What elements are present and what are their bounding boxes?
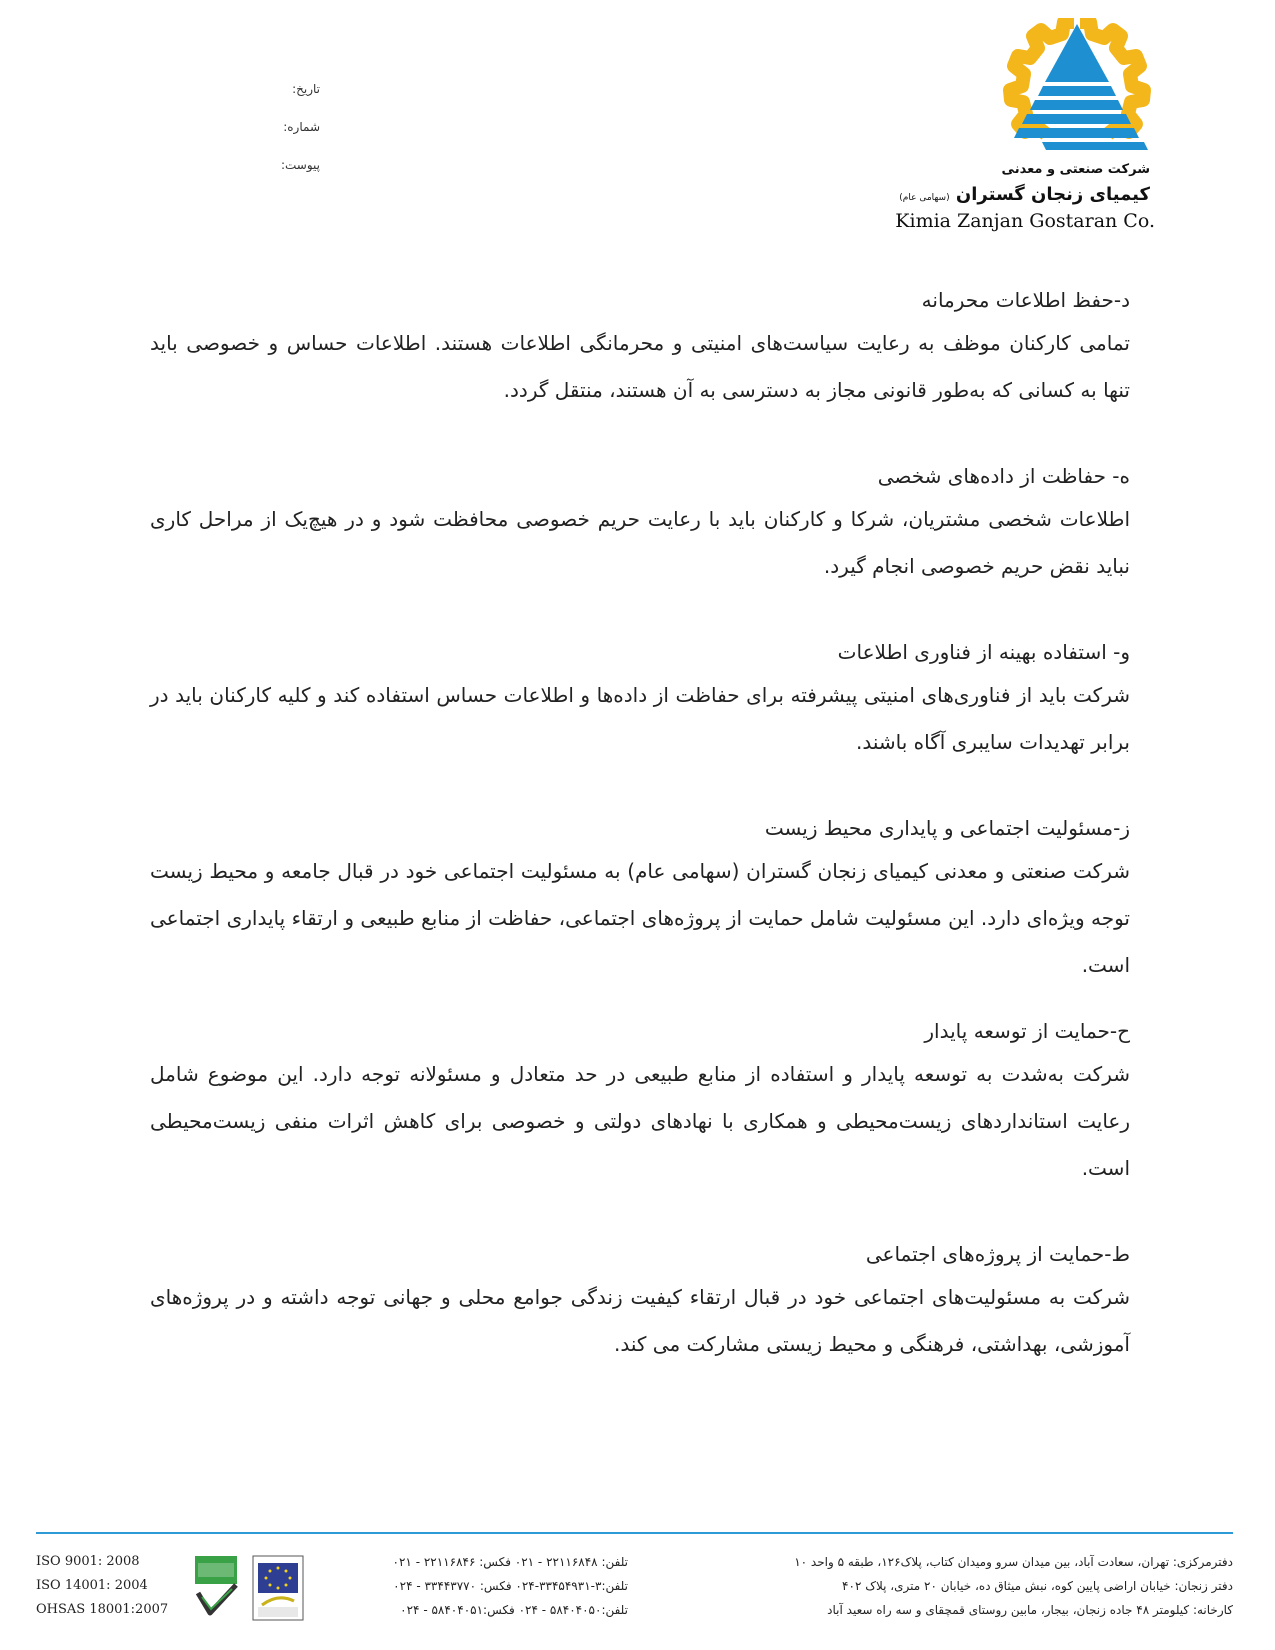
section — [150, 1234, 1130, 1368]
company-subtitle: شرکت صنعتی و معدنی — [1001, 162, 1150, 177]
company-logo — [990, 18, 1170, 168]
section — [150, 632, 1130, 766]
date-label: تاریخ: — [292, 82, 320, 96]
attachment-label: پیوست: — [280, 158, 320, 172]
footer-certificates — [36, 1550, 186, 1622]
section-body: اطلاعات شخصی مشتریان، شرکا و کارکنان باید با رعایت حریم خصوصی محافظت شود و در هیچ‌یک از مراحل کاری نباید نقض حریم خصوصی انجام گیرد. — [150, 507, 1130, 578]
section-body: شرکت به مسئولیت‌های اجتماعی خود در قبال ارتقاء کیفیت زندگی جوامع محلی و جهانی توجه داشته و در پروژه‌های آموزشی، بهداشتی، فرهنگی و محیط زیستی مشارکت می کند. — [150, 1285, 1130, 1356]
footer-phones — [318, 1550, 628, 1622]
cert-ohsas18001: OHSAS 18001:2007 — [36, 1602, 169, 1617]
section — [150, 280, 1130, 414]
section-body: شرکت به‌شدت به توسعه پایدار و استفاده از منابع طبیعی در حد متعادل و مسئولانه توجه دارد. این موضوع شامل رعایت استانداردهای زیست‌محیطی و همکاری با نهادهای دولتی و خصوصی برای کاهش اثرات منفی زیست‌محیطی است. — [150, 1062, 1130, 1180]
section-title: ه- حفاظت از داده‌های شخصی — [877, 464, 1130, 488]
section-body: شرکت صنعتی و معدنی کیمیای زنجان گستران (سهامی عام) به مسئولیت اجتماعی خود در قبال جامعه و محیط زیست توجه ویژه‌ای دارد. این مسئولیت شامل حمایت از پروژه‌های اجتماعی، حفاظت از منابع طبیعی و ارتقاء پایداری اجتماعی است. — [150, 859, 1130, 977]
company-name-en: Kimia Zanjan Gostaran Co. — [895, 210, 1155, 232]
section-body: تمامی کارکنان موظف به رعایت سیاست‌های امنیتی و محرمانگی اطلاعات هستند. اطلاعات حساس و خصوصی باید تنها به کسانی که به‌طور قانونی مجاز به دسترسی به آن هستند، منتقل گردد. — [150, 331, 1130, 402]
section-title: و- استفاده بهینه از فناوری اطلاعات — [837, 640, 1130, 664]
section — [150, 456, 1130, 590]
company-name-fa-text: کیمیای زنجان گستران — [955, 184, 1150, 205]
company-type: (سهامی عام) — [899, 193, 950, 203]
footer-addresses — [613, 1550, 1233, 1622]
number-label: شماره: — [283, 120, 320, 134]
section-title: ح-حمایت از توسعه پایدار — [924, 1019, 1130, 1043]
phone-zanjan-office: تلفن:۳-۳۳۴۵۴۹۳۱-۰۲۴ فکس: ۳۳۴۴۳۷۷۰ - ۰۲۴ — [393, 1579, 628, 1593]
section-title: ط-حمایت از پروژه‌های اجتماعی — [865, 1242, 1130, 1266]
section-body: شرکت باید از فناوری‌های امنیتی پیشرفته برای حفاظت از داده‌ها و اطلاعات حساس استفاده کند و کلیه کارکنان باید در برابر تهدیدات سایبری آگاه باشند. — [150, 683, 1130, 754]
ascb-certification-badge — [252, 1555, 304, 1621]
company-name-fa — [830, 184, 1150, 205]
section-title: ز-مسئولیت اجتماعی و پایداری محیط زیست — [764, 816, 1130, 840]
phone-head-office: تلفن: ۲۲۱۱۶۸۴۸ - ۰۲۱ فکس: ۲۲۱۱۶۸۴۶ - ۰۲۱ — [392, 1555, 628, 1569]
address-factory: کارخانه: کیلومتر ۴۸ جاده زنجان، بیجار، مابین روستای قمچقای و سه راه سعید آباد — [827, 1603, 1233, 1617]
section-title: د-حفظ اطلاعات محرمانه — [921, 288, 1130, 312]
cert-iso9001: ISO 9001: 2008 — [36, 1554, 140, 1569]
document-body — [150, 280, 1130, 1368]
section — [150, 1011, 1130, 1192]
footer-divider — [36, 1532, 1233, 1534]
address-zanjan-office: دفتر زنجان: خیابان اراضی پایین کوه، نبش میثاق ده، خیابان ۲۰ متری، پلاک ۴۰۲ — [842, 1579, 1233, 1593]
address-head-office: دفترمرکزی: تهران، سعادت آباد، بین میدان سرو ومیدان کتاب، پلاک۱۲۶، طبقه ۵ واحد ۱۰ — [794, 1555, 1233, 1569]
cert-iso14001: ISO 14001: 2004 — [36, 1578, 148, 1593]
itcc-certification-badge — [194, 1555, 238, 1621]
section — [150, 808, 1130, 989]
phone-factory: تلفن:۵۸۴۰۴۰۵۰ - ۰۲۴ فکس:۵۸۴۰۴۰۵۱ - ۰۲۴ — [400, 1603, 628, 1617]
